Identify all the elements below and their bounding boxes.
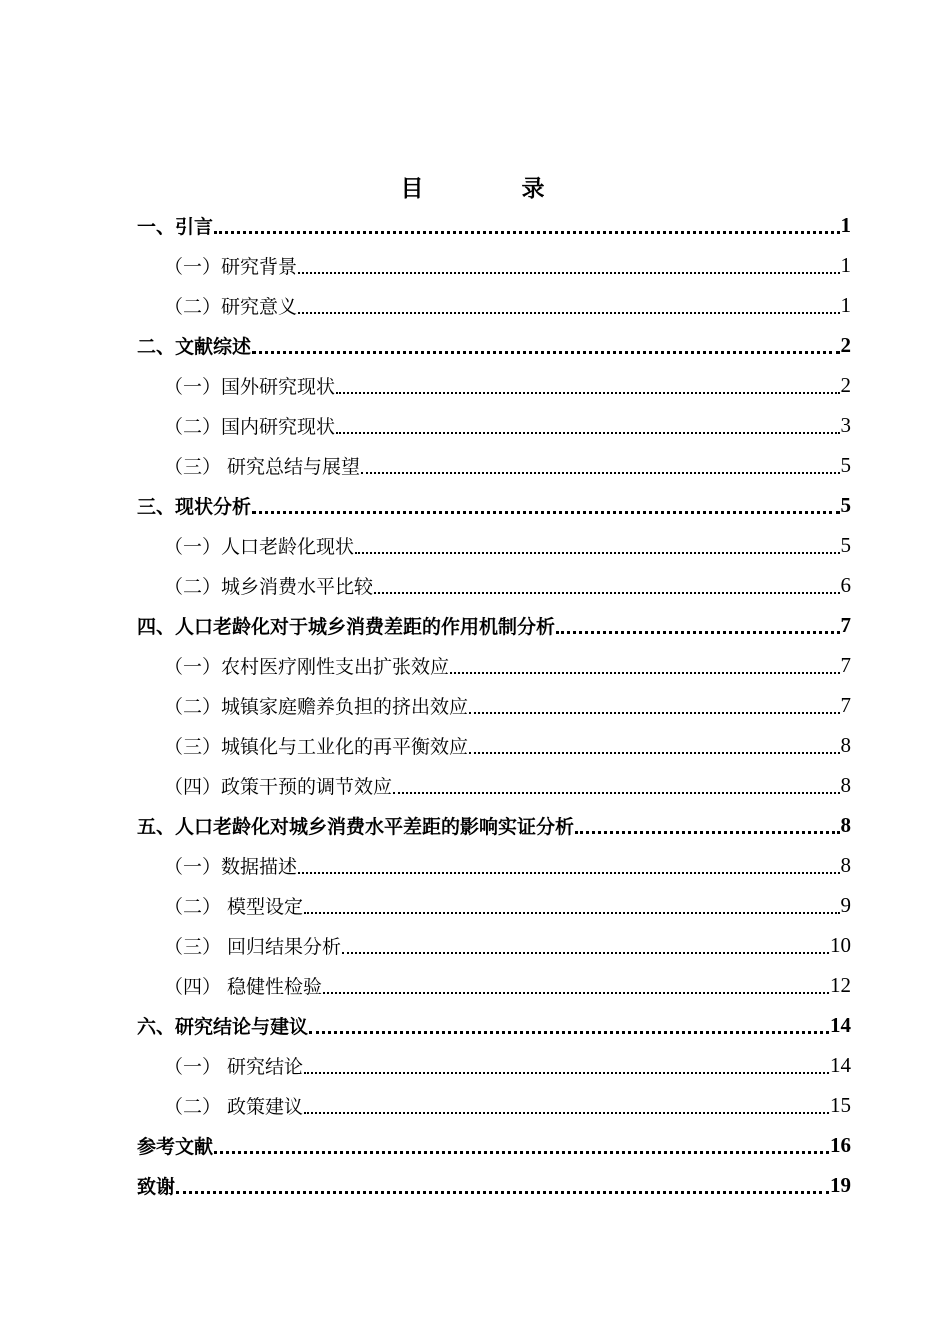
toc-dot-leader [298, 312, 839, 314]
toc-dot-leader [176, 1191, 829, 1194]
toc-section-entry[interactable] [137, 725, 851, 765]
toc-entry-label: （二）研究意义 [164, 295, 298, 318]
toc-page-number: 7 [840, 652, 851, 677]
toc-section-entry[interactable] [137, 245, 851, 285]
toc-page-number: 1 [840, 212, 851, 237]
toc-entry-label: （二） 模型设定 [164, 895, 304, 918]
toc-entry-label: （三） 研究总结与展望 [164, 455, 361, 478]
toc-dot-leader [469, 752, 839, 754]
toc-dot-leader [469, 712, 839, 714]
toc-entry-label: （一）数据描述 [164, 855, 298, 878]
toc-page-number: 14 [830, 1012, 851, 1037]
toc-entry-label: （三） 回归结果分析 [164, 935, 342, 958]
toc-section-entry[interactable] [137, 645, 851, 685]
toc-dot-leader [304, 912, 839, 914]
toc-entry-label: （二）国内研究现状 [164, 415, 336, 438]
toc-entry-label: （一） 研究结论 [164, 1055, 304, 1078]
toc-section-entry[interactable] [137, 765, 851, 805]
toc-page-number: 2 [840, 372, 851, 397]
toc-page-number: 8 [840, 772, 851, 797]
toc-page-number: 5 [840, 532, 851, 557]
toc-dot-leader [361, 472, 839, 474]
toc-dot-leader [298, 872, 839, 874]
toc-page-number: 19 [830, 1172, 851, 1197]
toc-dot-leader [252, 511, 839, 514]
toc-entry-label: （四）政策干预的调节效应 [164, 775, 393, 798]
toc-entry-label: 六、研究结论与建议 [137, 1015, 309, 1038]
toc-page-number: 9 [840, 892, 851, 917]
toc-dot-leader [214, 231, 839, 234]
toc-page-number: 3 [840, 412, 851, 437]
toc-dot-leader [450, 672, 839, 674]
toc-section-entry[interactable] [137, 365, 851, 405]
toc-page-number: 6 [840, 572, 851, 597]
toc-page-number: 12 [830, 972, 851, 997]
toc-entry-label: 参考文献 [137, 1135, 214, 1158]
toc-entry-label: （三）城镇化与工业化的再平衡效应 [164, 735, 469, 758]
toc-page-number: 15 [830, 1092, 851, 1117]
toc-page-number: 8 [840, 812, 851, 837]
toc-section-entry[interactable] [137, 1045, 851, 1085]
toc-dot-leader [336, 392, 839, 394]
toc-page-number: 14 [830, 1052, 851, 1077]
toc-page-number: 7 [840, 612, 851, 637]
toc-page-number: 5 [840, 452, 851, 477]
toc-page-number: 7 [840, 692, 851, 717]
toc-dot-leader [323, 992, 829, 994]
toc-chapter-entry[interactable] [137, 805, 851, 845]
toc-dot-leader [214, 1151, 829, 1154]
toc-entry-label: （二）城镇家庭赡养负担的挤出效应 [164, 695, 469, 718]
toc-page-number: 1 [840, 292, 851, 317]
toc-dot-leader [336, 432, 839, 434]
toc-chapter-entry[interactable] [137, 605, 851, 645]
toc-dot-leader [393, 792, 839, 794]
toc-entry-label: 二、文献综述 [137, 335, 252, 358]
toc-dot-leader [304, 1072, 829, 1074]
toc-title: 目 录 [400, 176, 590, 202]
toc-chapter-entry[interactable] [137, 325, 851, 365]
toc-entry-label: 致谢 [137, 1175, 176, 1198]
toc-page-number: 1 [840, 252, 851, 277]
toc-section-entry[interactable] [137, 845, 851, 885]
toc-dot-leader [309, 1031, 829, 1034]
toc-dot-leader [252, 351, 839, 354]
toc-entry-label: 三、现状分析 [137, 495, 252, 518]
toc-section-entry[interactable] [137, 925, 851, 965]
toc-dot-leader [342, 952, 829, 954]
toc-entry-label: （一）农村医疗刚性支出扩张效应 [164, 655, 450, 678]
toc-entry-label: （四） 稳健性检验 [164, 975, 323, 998]
toc-list [137, 205, 851, 1205]
toc-page-number: 8 [840, 852, 851, 877]
toc-entry-label: （二） 政策建议 [164, 1095, 304, 1118]
toc-page-number: 10 [830, 932, 851, 957]
toc-entry-label: 一、引言 [137, 215, 214, 238]
toc-section-entry[interactable] [137, 1085, 851, 1125]
toc-entry-label: （一）人口老龄化现状 [164, 535, 355, 558]
toc-entry-label: （二）城乡消费水平比较 [164, 575, 374, 598]
toc-section-entry[interactable] [137, 285, 851, 325]
toc-section-entry[interactable] [137, 445, 851, 485]
toc-page-number: 16 [830, 1132, 851, 1157]
toc-dot-leader [304, 1112, 829, 1114]
toc-section-entry[interactable] [137, 965, 851, 1005]
toc-entry-label: 五、人口老龄化对城乡消费水平差距的影响实证分析 [137, 815, 575, 838]
toc-dot-leader [298, 272, 839, 274]
toc-chapter-entry[interactable] [137, 485, 851, 525]
toc-dot-leader [556, 631, 839, 634]
toc-entry-label: （一）国外研究现状 [164, 375, 336, 398]
toc-entry-label: （一）研究背景 [164, 255, 298, 278]
toc-section-entry[interactable] [137, 885, 851, 925]
toc-dot-leader [374, 592, 839, 594]
toc-chapter-entry[interactable] [137, 1165, 851, 1205]
toc-page-number: 8 [840, 732, 851, 757]
toc-entry-label: 四、人口老龄化对于城乡消费差距的作用机制分析 [137, 615, 556, 638]
toc-chapter-entry[interactable] [137, 1125, 851, 1165]
toc-dot-leader [575, 831, 839, 834]
toc-chapter-entry[interactable] [137, 205, 851, 245]
toc-dot-leader [355, 552, 839, 554]
toc-section-entry[interactable] [137, 685, 851, 725]
toc-page-number: 2 [840, 332, 851, 357]
toc-chapter-entry[interactable] [137, 1005, 851, 1045]
toc-section-entry[interactable] [137, 525, 851, 565]
toc-page-number: 5 [840, 492, 851, 517]
toc-section-entry[interactable] [137, 405, 851, 445]
toc-section-entry[interactable] [137, 565, 851, 605]
